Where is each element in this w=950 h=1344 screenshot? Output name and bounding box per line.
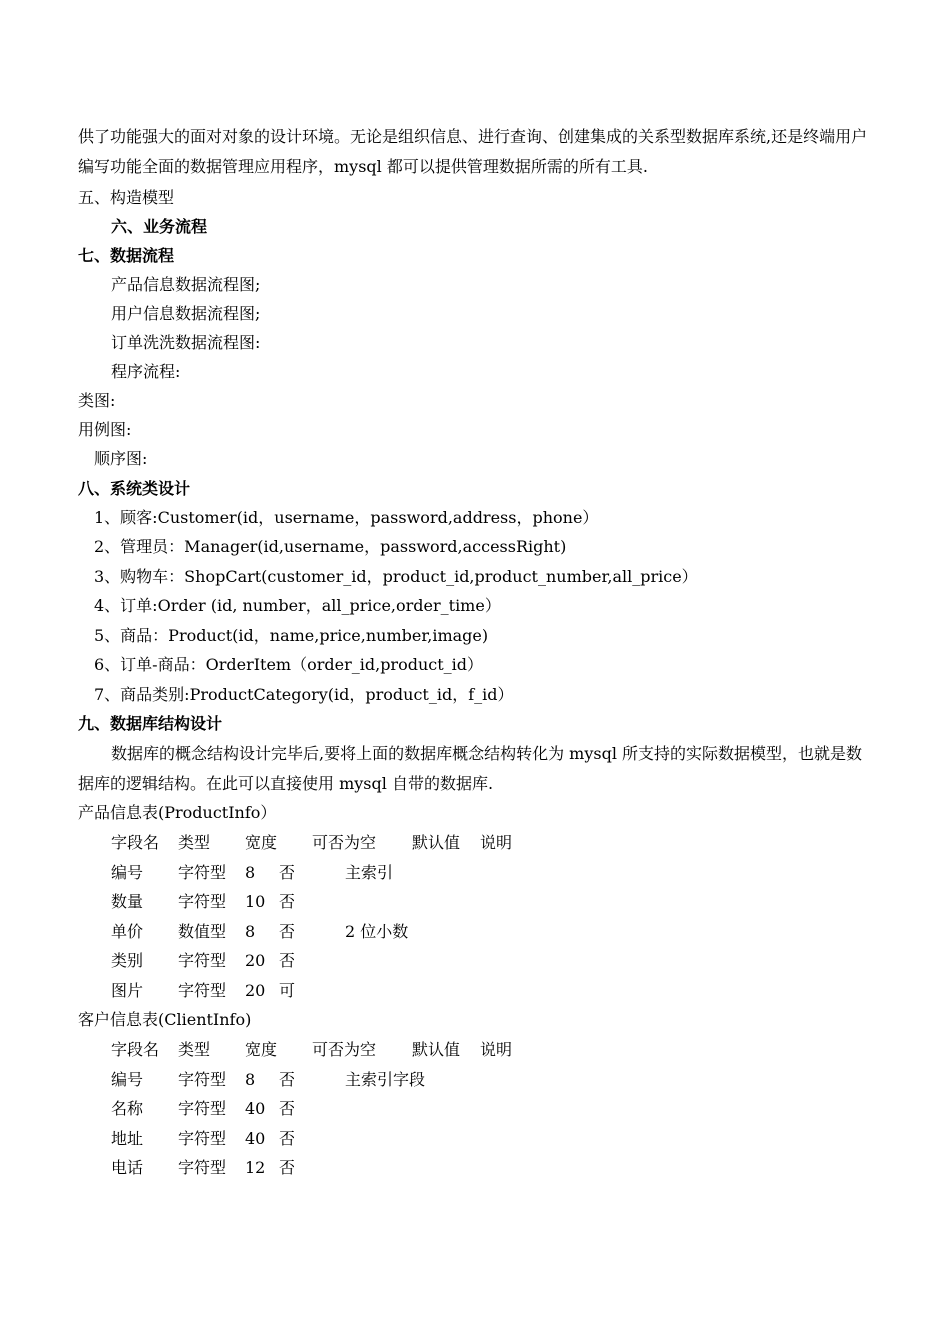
header-cell: 默认值 — [412, 1040, 461, 1059]
table-cell: 编号 — [111, 862, 144, 882]
table-cell: 否 — [279, 921, 296, 941]
heading-construct-model: 五、构造模型 — [78, 188, 175, 207]
table-cell: 12 — [245, 1158, 266, 1177]
header-cell: 宽度 — [245, 1040, 278, 1059]
table-cell: 名称 — [111, 1099, 144, 1118]
table-cell: 8 — [245, 921, 256, 941]
table-cell: 可 — [279, 980, 296, 1000]
class-item: 3、购物车：ShopCart(customer_id，product_id,product_number,all_price） — [94, 567, 698, 586]
intro-paragraph: 供了功能强大的面对对象的设计环境。无论是组织信息、进行查询、创建集成的关系型数据库系统,还是终端用户编写功能全面的数据管理应用程序，mysql 都可以提供管理数据所需的所有工具. — [78, 127, 868, 176]
diagram-item-sequence: 顺序图: — [94, 449, 148, 468]
diagram-item-class: 类图: — [78, 391, 116, 410]
table-cell: 8 — [245, 1069, 256, 1089]
table-cell: 图片 — [111, 980, 144, 1000]
header-cell: 说明 — [480, 833, 513, 852]
table-cell: 字符型 — [178, 980, 227, 1000]
table-cell: 否 — [279, 862, 296, 882]
heading-db-structure: 九、数据库结构设计 — [78, 714, 223, 733]
header-cell: 默认值 — [412, 833, 461, 852]
class-item: 2、管理员：Manager(id,username，password,accessRight) — [94, 537, 567, 556]
header-cell: 可否为空 — [312, 1040, 377, 1059]
table-cell: 20 — [245, 951, 266, 970]
heading-class-design: 八、系统类设计 — [78, 479, 191, 498]
table-cell: 否 — [279, 1069, 296, 1089]
heading-business-flow: 六、业务流程 — [111, 217, 208, 236]
table-cell: 字符型 — [178, 892, 227, 911]
table-cell: 否 — [279, 1099, 296, 1118]
class-item: 4、订单:Order (id, number，all_price,order_time） — [94, 596, 501, 615]
table-cell: 字符型 — [178, 1128, 227, 1148]
header-cell: 类型 — [178, 833, 211, 852]
table-cell: 字符型 — [178, 1099, 227, 1118]
table-cell: 电话 — [111, 1158, 144, 1177]
table-cell: 40 — [245, 1099, 266, 1118]
product-table-title: 产品信息表(ProductInfo） — [78, 803, 277, 822]
table-cell: 字符型 — [178, 1158, 227, 1177]
header-cell: 宽度 — [245, 833, 278, 852]
table-cell: 数量 — [111, 892, 144, 911]
table-cell: 否 — [279, 951, 296, 970]
header-cell: 类型 — [178, 1040, 211, 1059]
class-item: 1、顾客:Customer(id，username，password,address，phone） — [94, 508, 599, 527]
header-cell: 可否为空 — [312, 833, 377, 852]
table-cell: 字符型 — [178, 862, 227, 882]
heading-data-flow: 七、数据流程 — [78, 246, 175, 265]
table-cell: 字符型 — [178, 951, 227, 970]
class-item: 5、商品：Product(id，name,price,number,image) — [94, 626, 489, 645]
table-cell: 单价 — [111, 921, 144, 941]
header-cell: 字段名 — [111, 1040, 160, 1059]
flow-item-user: 用户信息数据流程图; — [111, 304, 261, 323]
table-cell: 否 — [279, 892, 296, 911]
diagram-item-usecase: 用例图: — [78, 420, 132, 439]
flow-item-product: 产品信息数据流程图; — [111, 275, 261, 294]
table-cell: 主索引字段 — [345, 1069, 426, 1089]
table-cell: 20 — [245, 980, 266, 1000]
table-cell: 数值型 — [178, 921, 227, 941]
table-cell: 地址 — [111, 1128, 144, 1148]
table-cell: 否 — [279, 1128, 296, 1148]
header-cell: 说明 — [480, 1040, 513, 1059]
table-cell: 10 — [245, 892, 266, 911]
table-cell: 类别 — [111, 951, 144, 970]
flow-item-order: 订单洗洗数据流程图: — [111, 333, 261, 352]
table-cell: 字符型 — [178, 1069, 227, 1089]
db-design-paragraph: 数据库的概念结构设计完毕后,要将上面的数据库概念结构转化为 mysql 所支持的实际数据模型，也就是数据库的逻辑结构。在此可以直接使用 mysql 自带的数据库. — [78, 744, 863, 793]
table-cell: 编号 — [111, 1069, 144, 1089]
class-item: 6、订单-商品：OrderItem（order_id,product_id） — [94, 655, 484, 674]
table-cell: 40 — [245, 1128, 266, 1148]
table-cell: 8 — [245, 862, 256, 882]
table-cell: 主索引 — [345, 862, 394, 882]
table-cell: 否 — [279, 1158, 296, 1177]
flow-item-program: 程序流程: — [111, 362, 181, 381]
client-table-title: 客户信息表(ClientInfo) — [78, 1010, 252, 1029]
header-cell: 字段名 — [111, 833, 160, 852]
table-cell: 2 位小数 — [345, 921, 409, 941]
class-item: 7、商品类别:ProductCategory(id，product_id，f_id） — [94, 685, 514, 704]
